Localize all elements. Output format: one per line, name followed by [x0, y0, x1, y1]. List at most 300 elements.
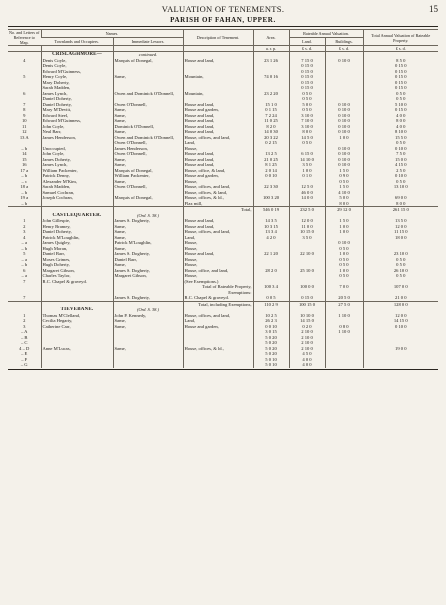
area-value: 0 0 5: [253, 295, 289, 301]
area-value: 8 2 0: [253, 124, 289, 130]
area-value: 11 0 25: [253, 118, 289, 124]
map-reference: 18 a: [20, 184, 29, 189]
total-value: 13 5 0: [363, 218, 438, 224]
land-value: 0 15 0: [289, 295, 325, 301]
land-value: 2 10 0: [289, 346, 325, 352]
area-value: 5 0 20: [253, 346, 289, 352]
occupier-name: Daniel Doherty,: [41, 102, 113, 108]
land-value: 7 10 0: [289, 118, 325, 124]
land-value: 3 5 0: [289, 162, 325, 168]
total-value: 0 15 0: [363, 74, 438, 80]
map-reference: 14: [21, 151, 27, 156]
buildings-value: 0 10 0: [325, 102, 363, 108]
tenement-description: House, offices, and land,: [183, 313, 253, 319]
tenement-description: House and land,: [183, 129, 253, 135]
tenement-description: House,: [183, 179, 253, 185]
occupier-name: [41, 362, 113, 368]
land-value: 12 0 0: [289, 218, 325, 224]
land-value: 14 15 0: [289, 318, 325, 324]
occupier-name: Mary M'Devitt,: [41, 107, 113, 113]
col-header-names: Names.: [41, 30, 183, 38]
total-label: Total, including Exemptions,: [183, 301, 253, 307]
tenement-description: House and garden,: [183, 324, 253, 330]
occupier-name: Alexander M'Kim,: [41, 179, 113, 185]
buildings-value: 0 10 0: [325, 151, 363, 157]
occupier-name: Unoccupied,: [41, 146, 113, 152]
lessor-name: William Packenter,: [113, 173, 183, 179]
total-value: 0 15 0: [363, 63, 438, 69]
tenement-description: House and land,: [183, 218, 253, 224]
occupier-name: Anne M'Lucas,: [41, 346, 113, 352]
map-reference: – b: [21, 245, 28, 251]
total-value: 0 10 0: [363, 146, 438, 152]
townland-name: CASTLEQUARTER.: [41, 213, 113, 219]
occupier-name: Margaret Gibson,: [41, 268, 113, 274]
page-title: VALUATION OF TENEMENTS.: [161, 4, 285, 14]
lessor-name: Same,: [113, 318, 183, 324]
buildings-value: 8 0 0: [325, 201, 363, 207]
land-value: 7 15 0: [289, 58, 325, 64]
tenement-description: Land,: [183, 235, 253, 241]
occupier-name: R.C. Chapel & graveyd.: [41, 279, 113, 285]
occupier-name: Edward Steel,: [41, 113, 113, 119]
map-reference: – b: [21, 189, 28, 195]
map-reference: 10: [21, 118, 27, 123]
lessor-name: Same,: [113, 107, 183, 113]
total-value: 0 10 0: [363, 324, 438, 330]
land-value: 232 5 0: [289, 207, 325, 213]
occupier-name: William Packenter,: [41, 168, 113, 174]
map-reference: 3: [23, 323, 26, 329]
buildings-value: 27 5 0: [325, 301, 363, 307]
buildings-value: 0 9 0: [325, 173, 363, 179]
tenement-description: House,: [183, 273, 253, 279]
lessor-name: Owen and Dominick O'Donnell,: [113, 135, 183, 141]
page-header: [8, 4, 438, 15]
land-value: 46 0 0: [289, 190, 325, 196]
lessor-name: Same,: [113, 224, 183, 230]
area-value: 13 2 5: [253, 151, 289, 157]
buildings-value: 0 5 0: [325, 262, 363, 268]
land-value: 0 15 0: [289, 69, 325, 75]
map-reference: 6: [23, 267, 26, 273]
area-value: 10 2 5: [253, 313, 289, 319]
tenement-description: House, offices, & land,: [183, 190, 253, 196]
map-reference: – A: [20, 329, 28, 334]
total-label: Total of Rateable Property,: [183, 284, 253, 290]
tenement-description: House, offices, and land,: [183, 229, 253, 235]
buildings-value: 0 10 0: [325, 113, 363, 119]
land-value: 100 0 0: [289, 284, 325, 290]
total-value: 11 15 0: [363, 229, 438, 235]
map-reference: 3: [23, 229, 26, 234]
total-value: 4 15 0: [363, 162, 438, 168]
land-value: 0 5 0: [289, 91, 325, 97]
map-reference: – a: [21, 273, 27, 278]
map-reference: 4: [23, 234, 26, 240]
tenement-description: Flax mill,: [183, 201, 253, 207]
tenement-description: House, office, & land,: [183, 168, 253, 174]
total-value: 8 5 0: [363, 58, 438, 64]
lessor-name: Same,: [113, 129, 183, 135]
area-value: 8 1 25: [253, 162, 289, 168]
occupier-name: Catherine Carr,: [41, 324, 113, 330]
buildings-value: 1 0 0: [325, 135, 363, 141]
buildings-value: 0 10 0: [325, 107, 363, 113]
lessor-name: Patrick M'Loughlin,: [113, 240, 183, 246]
land-value: 3 10 0: [289, 113, 325, 119]
occupier-name: Denis Coyle,: [41, 63, 113, 69]
tenement-description: Land,: [183, 140, 253, 146]
buildings-value: 1 10 0: [325, 329, 363, 335]
area-value: 100 3 20: [253, 195, 289, 201]
buildings-value: 1 10 0: [325, 313, 363, 319]
land-value: 1 0 0: [289, 168, 325, 174]
total-value: 107 0 0: [363, 284, 438, 290]
tenement-description: House,: [183, 146, 253, 152]
col-header-area: Area.: [253, 30, 289, 46]
lessor-name: Same,: [113, 157, 183, 163]
map-reference: – b: [21, 145, 28, 151]
total-value: 0 5 0: [363, 140, 438, 146]
map-reference: 12: [21, 129, 27, 134]
map-reference: 4: [23, 57, 26, 63]
area-value: 0 2 15: [253, 140, 289, 146]
occupier-name: Daniel Doherty,: [41, 229, 113, 235]
col-header-land: Land.: [289, 38, 325, 46]
total-value: 8 0 0: [363, 118, 438, 124]
total-value: 14 15 0: [363, 318, 438, 324]
total-value: 23 10 0: [363, 251, 438, 257]
land-value: 100 15 0: [289, 301, 325, 307]
area-value: 546 0 19: [253, 207, 289, 213]
map-reference: 15: [21, 156, 27, 162]
townland-name: CRISLAGHMORE—: [41, 52, 113, 58]
total-label: Exemptions:: [183, 290, 253, 296]
lessor-name: James S. Dogherty,: [113, 268, 183, 274]
tenement-description: House and land,: [183, 151, 253, 157]
occupier-name: James Quigley,: [41, 240, 113, 246]
buildings-value: 0 10 0: [325, 146, 363, 152]
area-value: 5 0 20: [253, 351, 289, 357]
lessor-name: Same,: [113, 74, 183, 80]
map-reference: 19 a: [20, 195, 29, 200]
occupier-name: Daniel Barr,: [41, 251, 113, 257]
occupier-name: Denis Coyle,: [41, 58, 113, 64]
lessor-name: James Henderson,: [113, 146, 183, 152]
buildings-value: 0 10 0: [325, 162, 363, 168]
buildings-value: 0 5 0: [325, 273, 363, 279]
land-value: 0 15 0: [289, 85, 325, 91]
tenement-description: R.C. Chapel & graveyd.: [183, 295, 253, 301]
tenement-description: House and land,: [183, 113, 253, 119]
land-value: 22 10 0: [289, 251, 325, 257]
land-value: 8 0 0: [289, 129, 325, 135]
valuation-rows: [8, 52, 438, 368]
buildings-value: 0 5 0: [325, 179, 363, 185]
lessor-name: Owen O'Donnell,: [113, 140, 183, 146]
map-reference: – C: [20, 340, 28, 345]
occupier-name: John Coyle,: [41, 124, 113, 130]
total-value: [363, 362, 438, 368]
buildings-value: 0 5 0: [325, 257, 363, 263]
area-value: 4 2 0: [253, 235, 289, 241]
total-value: 0 15 0: [363, 85, 438, 91]
lessor-name: Same,: [113, 246, 183, 252]
total-value: 261 15 0: [363, 207, 438, 213]
occupier-name: Henry Bramey,: [41, 224, 113, 230]
map-reference: 2: [23, 318, 26, 323]
map-reference: 1: [23, 312, 26, 318]
lessor-name: Marquis of Donegal,: [113, 195, 183, 201]
lessor-name: [113, 362, 183, 368]
land-value: 12 5 0: [289, 184, 325, 190]
buildings-value: 0 10 0: [325, 157, 363, 163]
area-value: 5 0 20: [253, 335, 289, 341]
land-value: 0 15 0: [289, 80, 325, 86]
map-reference: – F: [21, 356, 28, 362]
buildings-value: 1 5 0: [325, 184, 363, 190]
map-reference: – E: [21, 351, 28, 356]
tenement-description: Mountain,: [183, 74, 253, 80]
tenement-description: House and land,: [183, 58, 253, 64]
lessor-name: James S. Dogherty,: [113, 295, 183, 301]
tenement-description: House and land,: [183, 157, 253, 163]
tenement-description: Mountain,: [183, 91, 253, 97]
area-value: 0 1 15: [253, 107, 289, 113]
map-reference: 1: [23, 218, 26, 223]
total-value: 15 0 0: [363, 157, 438, 163]
map-reference: 5: [23, 74, 26, 79]
area-value: 0 0 10: [253, 173, 289, 179]
tenement-description: House, offices, & ld.,: [183, 346, 253, 352]
buildings-value: [325, 362, 363, 368]
land-value: 2 10 0: [289, 335, 325, 341]
land-value: 5 0 0: [289, 102, 325, 108]
map-reference: – G: [20, 362, 28, 367]
land-value: 11 0 0: [289, 224, 325, 230]
occupier-name: Moses Grimes,: [41, 257, 113, 263]
area-value: 5 0 20: [253, 340, 289, 346]
total-value: 0 5 0: [363, 262, 438, 268]
total-value: 5 10 0: [363, 102, 438, 108]
townland-note: continued.: [113, 52, 183, 58]
occupier-name: Thomas M'Clelland,: [41, 313, 113, 319]
tenement-description: Land,: [183, 318, 253, 324]
total-value: 4 0 0: [363, 113, 438, 119]
lessor-name: James S. Dogherty,: [113, 251, 183, 257]
occupier-name: Mary Doherty,: [41, 80, 113, 86]
lessor-name: James S. Dogherty,: [113, 218, 183, 224]
tenement-description: House and land,: [183, 102, 253, 108]
buildings-value: 20 5 0: [325, 295, 363, 301]
total-value: 2 5 0: [363, 168, 438, 174]
total-value: 0 10 0: [363, 173, 438, 179]
total-value: 0 15 0: [363, 69, 438, 75]
buildings-value: 0 10 0: [325, 124, 363, 130]
land-value: 0 1 0: [289, 173, 325, 179]
tenement-description: House and garden,: [183, 173, 253, 179]
land-value: 14 10 0: [289, 157, 325, 163]
occupier-name: Samuel Cochran,: [41, 190, 113, 196]
land-value: 4 5 0: [289, 351, 325, 357]
lessor-name: Same,: [113, 235, 183, 241]
buildings-value: 0 8 0: [325, 324, 363, 330]
total-value: 8 0 0: [363, 201, 438, 207]
land-value: 10 10 0: [289, 313, 325, 319]
units-buildings: £ s. d.: [325, 46, 363, 52]
occupier-name: Charles Taylor,: [41, 273, 113, 279]
townland-note: (Ord. S. 38.): [113, 213, 183, 219]
lessor-name: Owen O'Donnell,: [113, 151, 183, 157]
buildings-value: 1 0 0: [325, 268, 363, 274]
tenement-description: House and land,: [183, 162, 253, 168]
area-value: 5 0 10: [253, 357, 289, 363]
occupier-name: Edward M'Guinness,: [41, 118, 113, 124]
total-value: 8 10 0: [363, 129, 438, 135]
tenement-description: House,: [183, 257, 253, 263]
land-value: 25 10 0: [289, 268, 325, 274]
townland-note: (Ord. S. 38.): [113, 307, 183, 313]
tenement-description: House and land,: [183, 224, 253, 230]
occupier-name: Hugh Moran,: [41, 246, 113, 252]
land-value: 0 5 0: [289, 96, 325, 102]
tenement-description: (See Exemptions.): [183, 279, 253, 285]
tenement-description: House and garden,: [183, 107, 253, 113]
tenement-description: House,: [183, 240, 253, 246]
map-reference: – b: [21, 173, 28, 178]
tenement-description: House and land,: [183, 118, 253, 124]
land-value: 4 0 0: [289, 362, 325, 368]
occupier-name: Sarah Madden,: [41, 85, 113, 91]
lessor-name: Owen and Dominick O'Donnell,: [113, 91, 183, 97]
land-value: 0 15 0: [289, 74, 325, 80]
col-header-buildings: Buildings.: [325, 38, 363, 46]
tenement-description: House, offices, and land,: [183, 135, 253, 141]
buildings-value: 0 10 0: [325, 118, 363, 124]
units-area: a. r. p.: [253, 46, 289, 52]
area-value: 14 0 30: [253, 129, 289, 135]
land-value: 0 5 0: [289, 140, 325, 146]
occupier-name: Neal Barr,: [41, 129, 113, 135]
buildings-value: 1 5 0: [325, 218, 363, 224]
map-reference: 4 – D: [19, 345, 30, 351]
total-value: 12 0 0: [363, 313, 438, 319]
area-value: 26 2 3: [253, 318, 289, 324]
occupier-name: Sarah Madden,: [41, 184, 113, 190]
total-value: 15 5 0: [363, 135, 438, 141]
buildings-value: 0 10 0: [325, 240, 363, 246]
area-value: 3 0 15: [253, 329, 289, 335]
buildings-value: 0 10 0: [325, 129, 363, 135]
area-value: 28 2 0: [253, 268, 289, 274]
col-header-lessors: Immediate Lessors.: [113, 38, 183, 46]
occupier-name: Cecilia Hegarty,: [41, 318, 113, 324]
tenement-description: House, offices, & ld.,: [183, 195, 253, 201]
total-value: 69 0 0: [363, 195, 438, 201]
table-row: [8, 362, 438, 368]
lessor-name: Same,: [113, 229, 183, 235]
land-value: 6 15 0: [289, 151, 325, 157]
occupier-name: James Henderson,: [41, 135, 113, 141]
buildings-value: 5 0 0: [325, 195, 363, 201]
area-value: 20 3 22: [253, 135, 289, 141]
total-value: 128 0 0: [363, 301, 438, 307]
tenement-description: House, offices, and land,: [183, 184, 253, 190]
footer-rule: [8, 369, 438, 370]
map-reference: 6: [23, 90, 26, 96]
lessor-name: Margaret Gibson,: [113, 273, 183, 279]
total-value: 4 0 0: [363, 124, 438, 130]
occupier-name: Henry Coyle,: [41, 74, 113, 80]
buildings-value: 1 0 0: [325, 251, 363, 257]
map-reference: – a: [21, 256, 27, 262]
occupier-name: James Doherty,: [41, 157, 113, 163]
land-value: 3 5 0: [289, 235, 325, 241]
occupier-name: John Coyle,: [41, 151, 113, 157]
area-value: 22 1 20: [253, 251, 289, 257]
lessor-name: Same,: [113, 162, 183, 168]
lessor-name: Same,: [113, 346, 183, 352]
occupier-name: Daniel Doherty,: [41, 96, 113, 102]
col-header-no: No. and Letters of Reference to Map.: [9, 30, 40, 45]
land-value: 4 0 0: [289, 357, 325, 363]
total-value: 0 15 0: [363, 80, 438, 86]
area-value: 21 0 25: [253, 157, 289, 163]
lessor-name: Owen O'Donnell,: [113, 184, 183, 190]
buildings-value: 1 0 0: [325, 229, 363, 235]
header-rule: [8, 26, 438, 27]
lessor-name: Owen O'Donnell,: [113, 102, 183, 108]
townland-name: TIEVEBANE.: [41, 307, 113, 313]
land-value: 2 10 0: [289, 329, 325, 335]
occupier-name: John Gillespie,: [41, 218, 113, 224]
land-value: 14 0 0: [289, 195, 325, 201]
map-reference: – a: [21, 240, 27, 245]
land-value: 2 10 0: [289, 340, 325, 346]
map-reference: 11: [22, 123, 27, 129]
map-reference: 13 A: [19, 134, 29, 140]
area-value: 14 3 5: [253, 218, 289, 224]
occupier-name: Joseph Cochran,: [41, 195, 113, 201]
lessor-name: Daniel Barr,: [113, 257, 183, 263]
land-value: 0 15 0: [289, 63, 325, 69]
buildings-value: 4 10 0: [325, 190, 363, 196]
page-number: 15: [429, 4, 438, 14]
tenement-description: House,: [183, 246, 253, 252]
lessor-name: Marquis of Donegal,: [113, 168, 183, 174]
units-land: £ s. d.: [289, 46, 325, 52]
map-reference: 5: [23, 251, 26, 256]
land-value: 0 5 0: [289, 107, 325, 113]
land-value: 0 2 0: [289, 324, 325, 330]
area-value: 10 3 15: [253, 224, 289, 230]
total-value: 0 5 0: [363, 91, 438, 97]
area-value: 7 2 24: [253, 113, 289, 119]
map-reference: 7: [23, 295, 26, 300]
map-reference: 7: [23, 101, 26, 107]
map-reference: 9: [23, 112, 26, 118]
area-value: 5 0 10: [253, 362, 289, 368]
occupier-name: James Lynch,: [41, 162, 113, 168]
occupier-name: Patrick M'Loughlin,: [41, 235, 113, 241]
area-value: 110 2 9: [253, 301, 289, 307]
total-label: Total,: [183, 207, 253, 213]
buildings-value: 1 5 0: [325, 168, 363, 174]
lessor-name: Same,: [113, 324, 183, 330]
total-value: 12 0 0: [363, 224, 438, 230]
map-reference: 8: [23, 107, 26, 112]
